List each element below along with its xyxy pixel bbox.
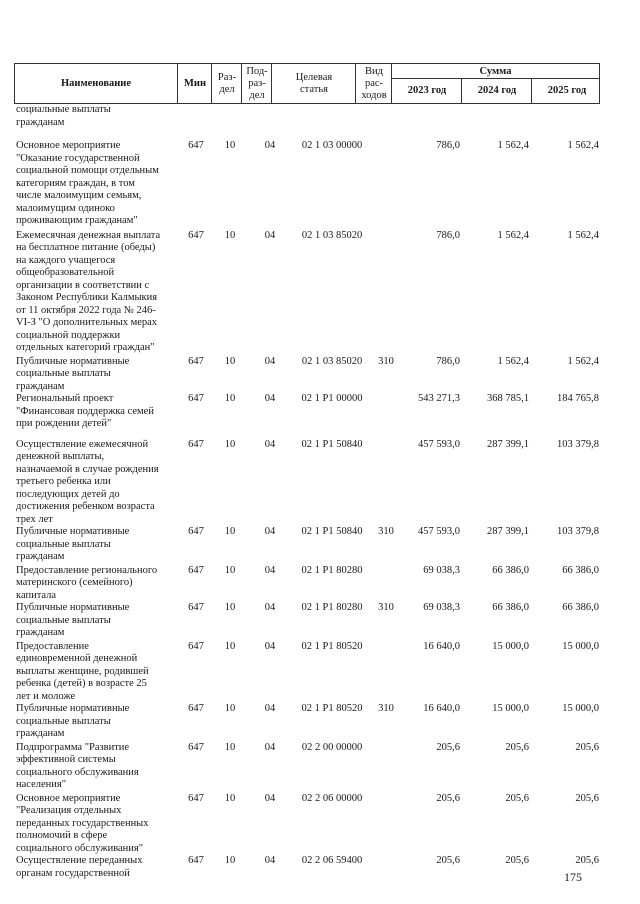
cell-target: 02 2 06 59400 [301,855,363,866]
cell-v2023: 205,6 [436,792,460,804]
cell-razdel: 10 [224,792,236,804]
row-name: Основное мероприятие "Реализация отдельных переданных государственных полномочий в сфере социального обслуживания" [16,792,149,854]
header-min: Мин [177,64,212,103]
cell-v2023: 205,6 [436,855,460,866]
cell-podrazdel: 04 [264,438,276,450]
cell-razdel: 10 [224,564,236,576]
table-row [14,439,604,527]
cell-min: 647 [188,393,204,404]
table-row [14,356,604,394]
cell-min: 647 [188,229,204,241]
cell-razdel: 10 [224,393,236,404]
row-name: Основное мероприятие "Оказание государственной социальной помощи отдельным категориям граждан, в том числе малоимущим семьям, малоимущим одиноко проживающим гражданам" [16,140,159,226]
table-body [14,104,604,880]
cell-v2024: 66 386,0 [492,564,529,576]
cell-v2025: 184 765,8 [557,393,599,404]
table-row [14,855,604,880]
row-name: Предоставление регионального материнского (семейного) капитала [16,564,158,601]
cell-podrazdel: 04 [264,703,276,714]
cell-target: 02 1 Р1 50840 [301,526,363,537]
cell-razdel: 10 [224,855,236,866]
cell-min: 647 [188,564,204,576]
cell-v2024: 287 399,1 [487,438,529,450]
table-row [14,565,604,603]
page-number: 175 [564,870,582,884]
table-row [14,140,604,228]
cell-min: 647 [188,140,204,151]
table-row [14,703,604,741]
cell-v2024: 15 000,0 [492,640,529,652]
cell-v2025: 15 000,0 [562,640,599,652]
row-name: Публичные нормативные социальные выплаты гражданам [16,355,130,392]
header-vid: Вид рас- ходов [355,64,392,103]
cell-vid: 310 [378,602,394,613]
header-2025: 2025 год [531,78,602,103]
cell-target: 02 1 03 85020 [301,355,363,367]
cell-v2025: 15 000,0 [562,703,599,714]
cell-v2024: 368 785,1 [487,393,529,404]
cell-v2023: 543 271,3 [418,393,460,404]
cell-v2025: 103 379,8 [557,526,599,537]
cell-podrazdel: 04 [264,526,276,537]
row-name: Осуществление ежемесячной денежной выплаты, назначаемой в случае рождения третьего ребенка или последующих детей до достижения ребенком возраста трех лет [16,438,159,525]
cell-v2024: 15 000,0 [492,703,529,714]
cell-min: 647 [188,640,204,652]
cell-v2024: 205,6 [505,792,529,804]
cell-razdel: 10 [224,229,236,241]
cell-target: 02 1 Р1 50840 [301,438,363,450]
cell-min: 647 [188,438,204,450]
cell-v2024: 1 562,4 [497,355,529,367]
cell-razdel: 10 [224,355,236,367]
row-name: Предоставление единовременной денежной выплаты женщине, родившей ребенка (детей) в возрасте 25 лет и моложе [16,640,149,702]
cell-v2025: 1 562,4 [567,229,599,241]
cell-min: 647 [188,741,204,753]
cell-min: 647 [188,703,204,714]
cell-min: 647 [188,526,204,537]
cell-podrazdel: 04 [264,640,276,652]
cell-v2025: 205,6 [575,792,599,804]
table-row [14,641,604,704]
cell-podrazdel: 04 [264,792,276,804]
row-name: Региональный проект "Финансовая поддержка семей при рождении детей" [16,393,154,429]
cell-podrazdel: 04 [264,855,276,866]
cell-podrazdel: 04 [264,602,276,613]
header-razdel: Раз- дел [211,64,242,103]
table-row [14,393,604,431]
cell-v2025: 103 379,8 [557,438,599,450]
cell-v2023: 786,0 [436,229,460,241]
cell-v2024: 205,6 [505,855,529,866]
cell-razdel: 10 [224,526,236,537]
cell-target: 02 1 Р1 80520 [301,640,363,652]
cell-v2023: 69 038,3 [423,564,460,576]
row-name: Подпрограмма "Развитие эффективной системы социального обслуживания населения" [16,741,139,790]
cell-min: 647 [188,855,204,866]
cell-target: 02 1 Р1 00000 [301,393,363,404]
header-podrazdel: Под- раз- дел [241,64,272,103]
cell-v2025: 66 386,0 [562,602,599,613]
table-row [14,793,604,856]
cell-podrazdel: 04 [264,229,276,241]
header-name: Наименование [61,77,131,89]
cell-v2024: 205,6 [505,741,529,753]
header-summa: Сумма [391,64,599,79]
cell-v2023: 69 038,3 [423,602,460,613]
cell-v2025: 205,6 [575,741,599,753]
cell-v2024: 66 386,0 [492,602,529,613]
cell-vid: 310 [378,355,394,367]
cell-target: 02 1 03 00000 [301,140,363,151]
table-row [14,104,604,129]
cell-target: 02 2 00 00000 [301,741,363,753]
cell-podrazdel: 04 [264,741,276,753]
cell-min: 647 [188,355,204,367]
cell-v2024: 1 562,4 [497,229,529,241]
row-name: Осуществление переданных органам государственной [16,855,143,879]
cell-target: 02 1 Р1 80280 [301,602,363,613]
cell-razdel: 10 [224,640,236,652]
cell-v2023: 786,0 [436,355,460,367]
cell-v2023: 786,0 [436,140,460,151]
cell-razdel: 10 [224,741,236,753]
cell-v2024: 1 562,4 [497,140,529,151]
cell-target: 02 1 03 85020 [301,229,363,241]
header-2023: 2023 год [391,78,462,103]
cell-v2023: 205,6 [436,741,460,753]
table-header [14,63,600,104]
row-name: Публичные нормативные социальные выплаты гражданам [16,703,130,739]
row-name: Публичные нормативные социальные выплаты гражданам [16,602,130,638]
cell-podrazdel: 04 [264,393,276,404]
cell-v2023: 16 640,0 [423,703,460,714]
cell-target: 02 1 Р1 80280 [301,564,363,576]
cell-razdel: 10 [224,438,236,450]
header-2024: 2024 год [461,78,532,103]
row-name: Публичные нормативные социальные выплаты гражданам [16,526,130,562]
cell-v2025: 1 562,4 [567,140,599,151]
cell-podrazdel: 04 [264,355,276,367]
cell-v2024: 287 399,1 [487,526,529,537]
table-row [14,742,604,792]
cell-v2025: 1 562,4 [567,355,599,367]
cell-v2023: 457 593,0 [418,438,460,450]
cell-razdel: 10 [224,602,236,613]
table-row [14,526,604,564]
row-name: социальные выплаты гражданам [16,104,111,128]
table-row [14,602,604,640]
cell-razdel: 10 [224,140,236,151]
cell-v2025: 66 386,0 [562,564,599,576]
cell-podrazdel: 04 [264,564,276,576]
row-name: Ежемесячная денежная выплата на бесплатное питание (обеды) на каждого учащегося общеобразовательной организации в соответствии с Законом Республики Калмыкия от 11 октября 2022 года № 246- VI-З "О дополнительных мерах социальной поддержки отдельных категорий граждан" [16,229,161,353]
cell-min: 647 [188,602,204,613]
cell-podrazdel: 04 [264,140,276,151]
cell-vid: 310 [378,526,394,537]
header-target: Целевая статья [271,64,356,103]
cell-target: 02 1 Р1 80520 [301,703,363,714]
cell-razdel: 10 [224,703,236,714]
table-row [14,230,604,355]
cell-min: 647 [188,792,204,804]
cell-v2023: 457 593,0 [418,526,460,537]
cell-vid: 310 [378,703,394,714]
cell-target: 02 2 06 00000 [301,792,363,804]
cell-v2023: 16 640,0 [423,640,460,652]
cell-v2025: 205,6 [575,855,599,866]
